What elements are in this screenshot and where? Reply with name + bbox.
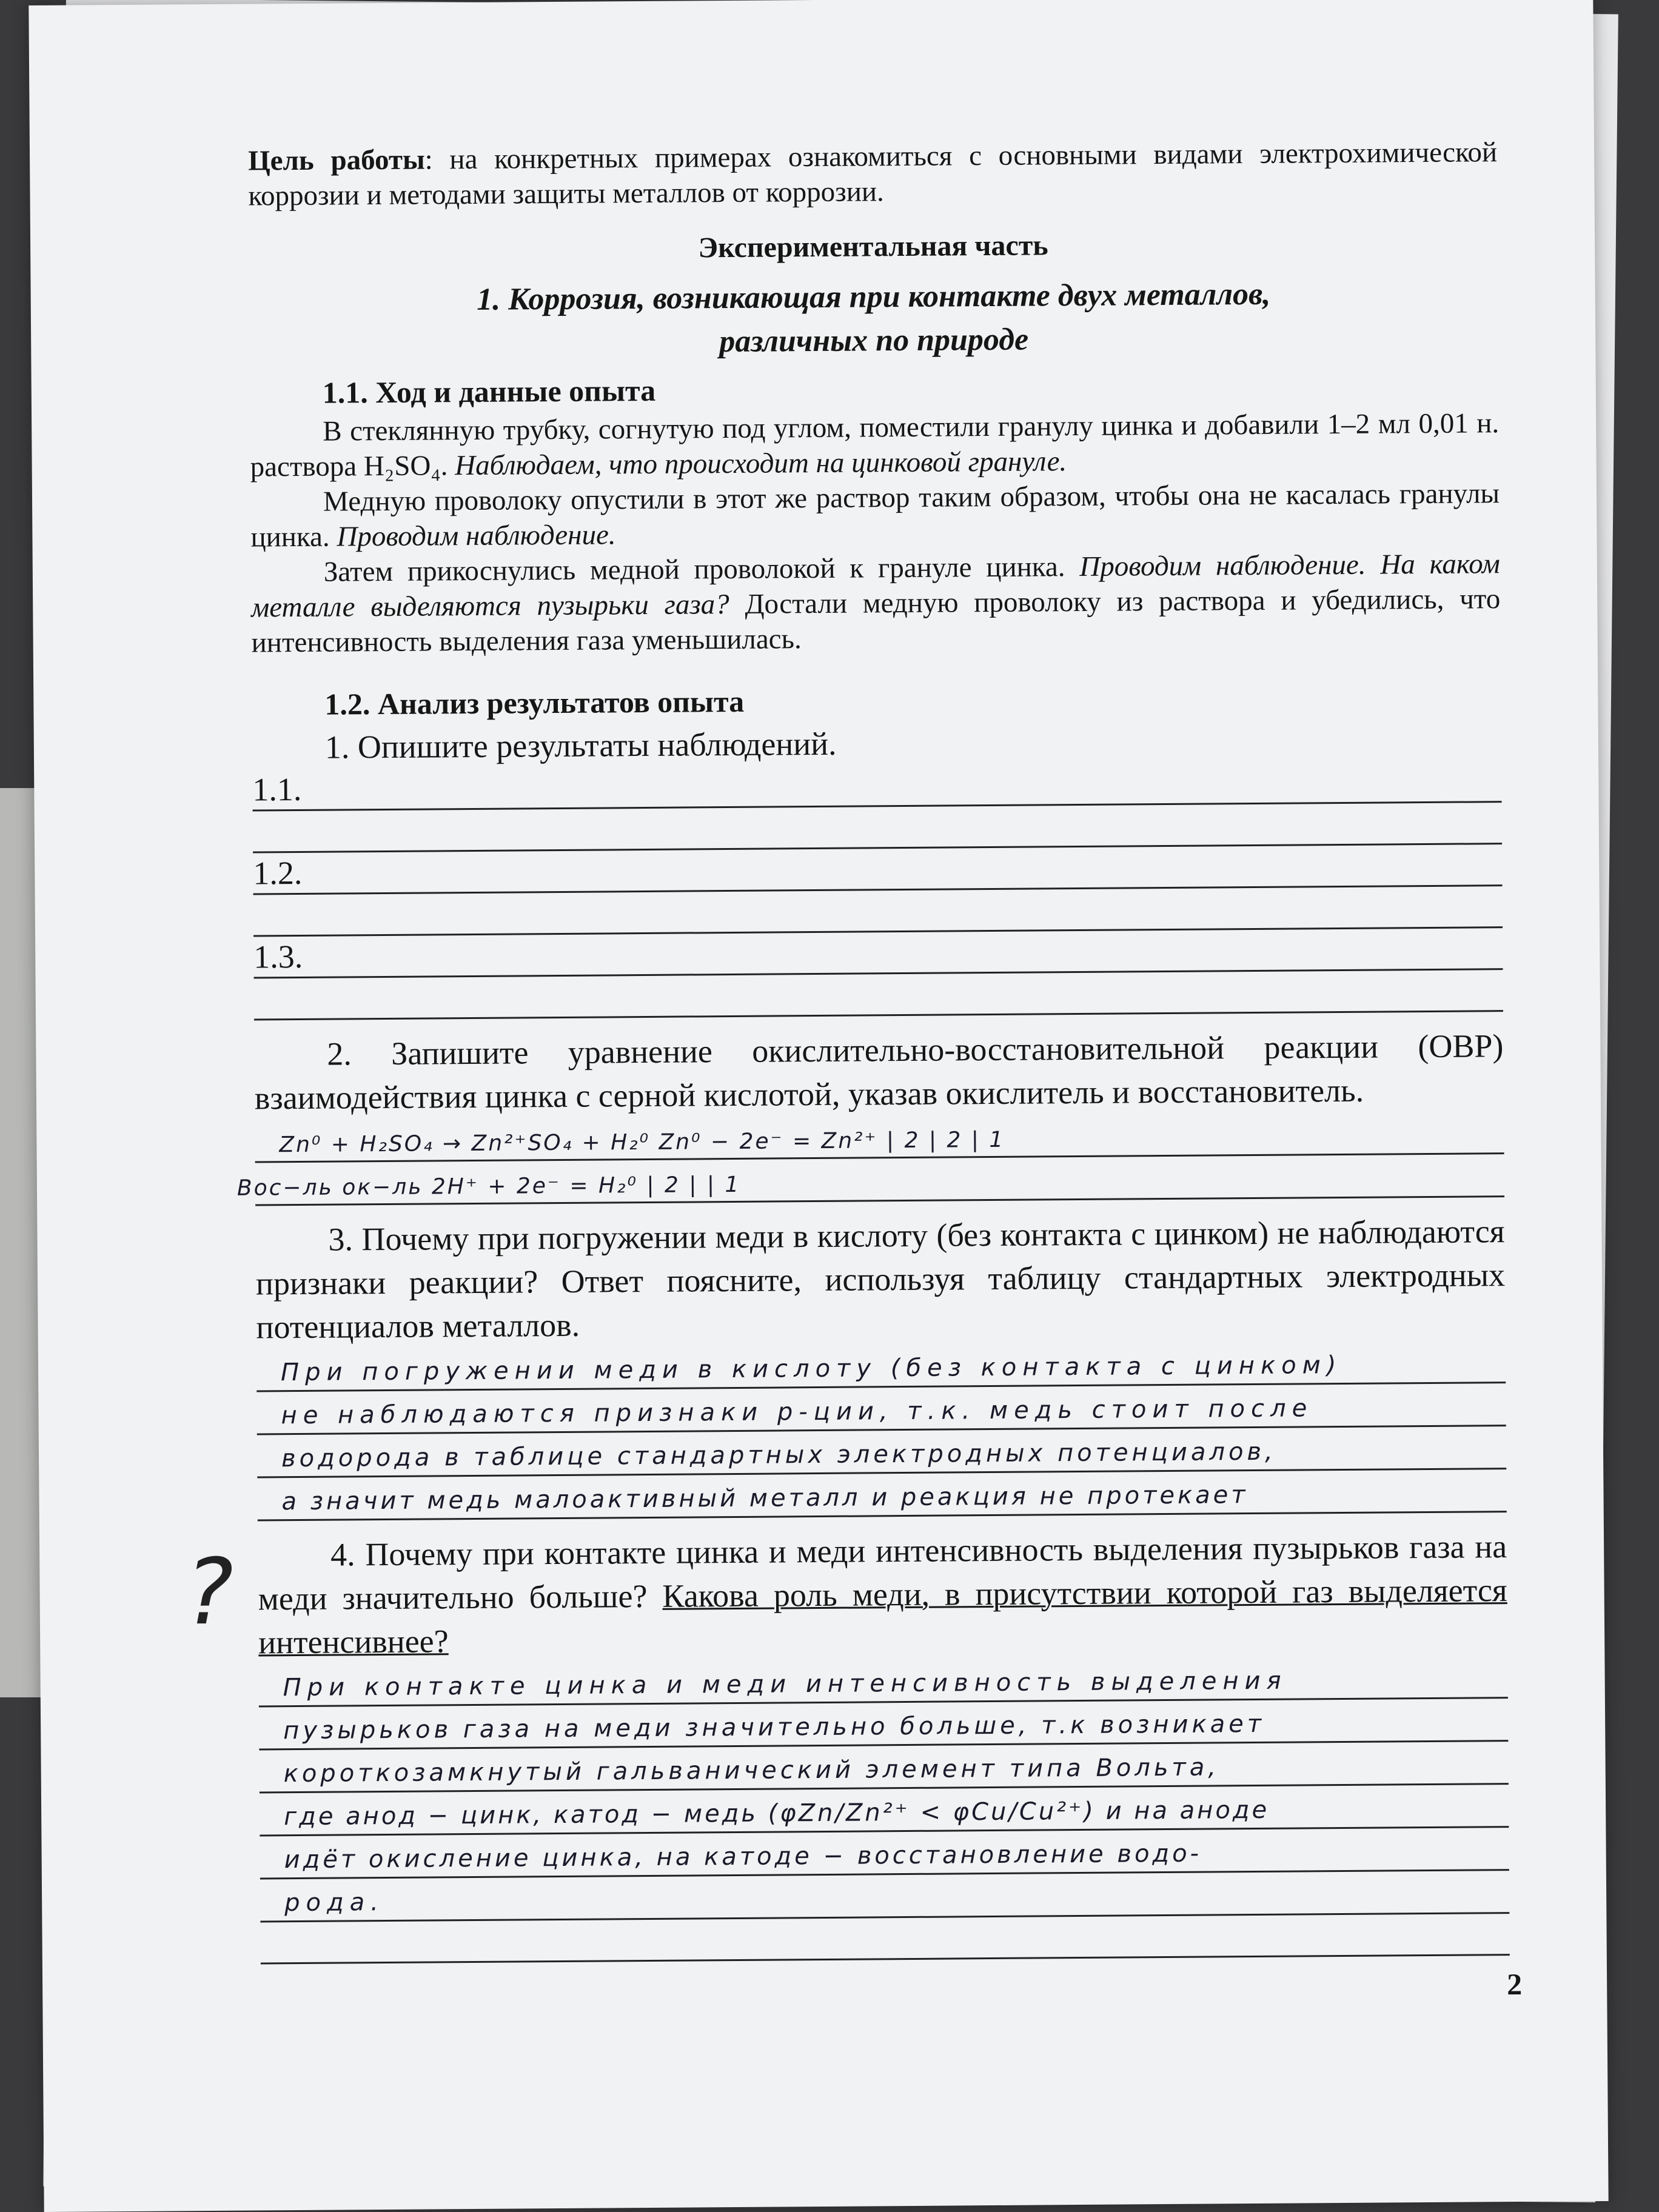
part1-title-line2: различных по природе: [719, 322, 1029, 359]
procedure-p1-solution: 0,01 н. раствора H₂SO₄.: [250, 407, 1500, 483]
answer-line-1-3b[interactable]: [254, 970, 1503, 1020]
q4-hw-text-1: При контакте цинка и меди интенсивность выделения: [283, 1666, 1287, 1702]
page-content: [185, 135, 1510, 1964]
subsection-12-heading: 1.2. Анализ результатов опыта: [324, 684, 745, 721]
question-4-start: 4. Почему при контакте цинка и меди интенсивность выделения пузырьков газа на меди значительно больше?: [258, 1528, 1507, 1617]
question-4-underlined: Какова роль меди, в присутствии которой газ выделяется интенсивнее?: [258, 1572, 1507, 1661]
q3-hw-text-2: не наблюдаются признаки р-ции, т.к. медь стоит после: [281, 1394, 1313, 1430]
procedure-p3-text1: Затем прикоснулись медной проволокой к грануле цинка.: [323, 551, 1065, 588]
goal-text: : на конкретных примерах ознакомиться с основными видами электрохимической коррозии и методами защиты металлов от коррозии.: [248, 136, 1498, 212]
q2-hw-text-2: Вос−ль ок−ль 2H⁺ + 2e⁻ = H₂⁰ | 2 | | 1: [236, 1172, 741, 1201]
q4-blank-line[interactable]: [260, 1914, 1509, 1964]
question-4: [258, 1525, 1507, 1664]
answer-label-1-3: 1.3.: [253, 938, 303, 975]
q4-hw-text-3: короткозамкнутый гальванический элемент типа Вольта,: [283, 1753, 1220, 1788]
answer-line-1-2[interactable]: [253, 844, 1502, 895]
answer-line-1-1[interactable]: [252, 761, 1501, 811]
q4-hw-text-5: идёт окисление цинка, на катоде − восстановление водо-: [284, 1839, 1202, 1874]
answer-line-1-3[interactable]: [253, 928, 1503, 978]
procedure-p1-text: В стеклянную трубку, согнутую под углом, поместили гранулу цинка и добавили 1–2 мл: [323, 408, 1411, 447]
answer-label-1-1: 1.1.: [252, 770, 302, 808]
q4-hw-text-6: рода.: [284, 1888, 385, 1917]
procedure-p3-text2: Достали медную проволоку из раствора и убедились, что интенсивность выделения газа уменьшилась.: [251, 583, 1501, 659]
document-page: [28, 0, 1608, 2212]
q4-handwritten-line-6: [260, 1871, 1509, 1922]
q3-handwritten-line-4: [257, 1469, 1506, 1521]
goal-label: Цель работы: [247, 144, 425, 177]
q2-hw-text-1: Zn⁰ + H₂SO₄ → Zn²⁺SO₄ + H₂⁰ Zn⁰ − 2e⁻ = Zn²⁺ | 2 | 2 | 1: [279, 1127, 1005, 1158]
page-number: 2: [1506, 1966, 1523, 2002]
question-3: 3. Почему при погружении меди в кислоту (без контакта с цинком) не наблюдаются признаки реакции? Ответ поясните, используя таблицу стандартных электродных потенциалов металлов.: [255, 1213, 1506, 1346]
q4-hw-text-4: где анод − цинк, катод − медь (φZn/Zn²⁺ < φCu/Cu²⁺) и на аноде: [284, 1796, 1270, 1831]
part1-title-line1: 1. Коррозия, возникающая при контакте двух металлов,: [476, 276, 1271, 317]
margin-question-mark: ?: [185, 1539, 234, 1646]
answer-label-1-2: 1.2.: [253, 854, 303, 892]
procedure-p2-observe: Проводим наблюдение.: [329, 519, 616, 553]
subsection-11-heading: 1.1. Ход и данные опыта: [322, 373, 656, 410]
question-1: 1. Опишите результаты наблюдений.: [324, 725, 837, 766]
procedure-p1-observe: Наблюдаем, что происходит на цинковой грануле.: [447, 446, 1067, 482]
q2-handwritten-line-2: [236, 1154, 1504, 1206]
question-2: 2. Запишите уравнение окислительно-восстановительной реакции (ОВР) взаимодействия цинка с серной кислотой, указав окислитель и восстановитель.: [254, 1027, 1504, 1117]
q3-hw-text-1: При погружении меди в кислоту (без контакта с цинком): [280, 1351, 1342, 1387]
goal-paragraph: [248, 135, 1498, 213]
q3-hw-text-3: водорода в таблице стандартных электродных потенциалов,: [281, 1437, 1276, 1473]
procedure-p2: [250, 476, 1500, 555]
section-title: Экспериментальная часть: [698, 229, 1048, 264]
q4-hw-text-2: пузырьков газа на меди значительно больше, т.к возникает: [283, 1709, 1265, 1745]
q3-hw-text-4: а значит медь малоактивный металл и реакция не протекает: [281, 1481, 1248, 1516]
procedure-p3: [251, 546, 1501, 660]
procedure-p3-observe: Проводим наблюдение. На каком металле выделяются пузырьки газа?: [251, 548, 1500, 624]
procedure-p1: [250, 406, 1500, 484]
procedure-p2-text: Медную проволоку опустили в этот же раствор таким образом, чтобы она не касалась гранулы цинка.: [250, 478, 1500, 553]
